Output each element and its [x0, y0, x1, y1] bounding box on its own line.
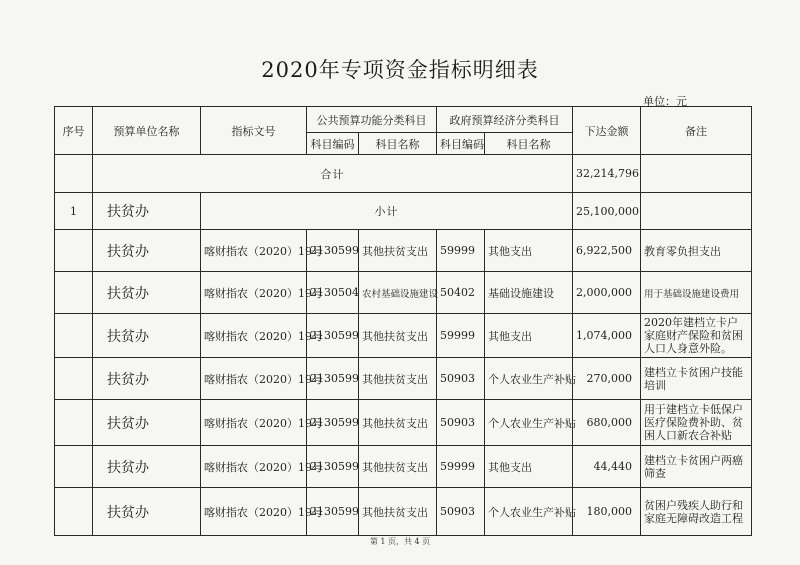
- subtotal-amount: 25,100,000: [573, 193, 641, 230]
- row-func-name: 农村基础设施建设: [359, 272, 437, 314]
- row-econ-code: 50903: [437, 488, 485, 536]
- row-econ-code: 50402: [437, 272, 485, 314]
- row-unit: 扶贫办: [93, 314, 201, 358]
- row-note: 贫困户残疾人助行和家庭无障碍改造工程: [641, 488, 752, 536]
- row-unit: 扶贫办: [93, 400, 201, 446]
- row-doc: 喀财指农（2020）19号: [201, 446, 307, 488]
- row-doc: 喀财指农（2020）19号: [201, 358, 307, 400]
- row-func-name: 其他扶贫支出: [359, 446, 437, 488]
- row-doc: 喀财指农（2020）19号: [201, 230, 307, 272]
- table-row: [55, 272, 752, 314]
- row-unit: 扶贫办: [93, 358, 201, 400]
- table-row: [55, 488, 752, 536]
- row-note: 用于基础设施建设费用: [641, 272, 752, 314]
- header-func-name: 科目名称: [359, 133, 437, 155]
- table-row: [55, 358, 752, 400]
- row-econ-code: 50903: [437, 358, 485, 400]
- table-row: [55, 446, 752, 488]
- document-title: 2020年专项资金指标明细表: [261, 58, 539, 82]
- row-func-code: 2130599: [307, 314, 359, 358]
- header-func-group: 公共预算功能分类科目: [307, 107, 437, 133]
- header-unit: 预算单位名称: [93, 107, 201, 155]
- row-econ-name: 个人农业生产补贴: [485, 488, 573, 536]
- row-unit: 扶贫办: [93, 230, 201, 272]
- row-amount: 1,074,000: [573, 314, 641, 358]
- row-amount: 270,000: [573, 358, 641, 400]
- row-amount: 180,000: [573, 488, 641, 536]
- row-note: 用于建档立卡低保户医疗保险费补助、贫困人口新农合补贴: [641, 400, 752, 446]
- row-func-code: 2130599: [307, 358, 359, 400]
- subtotal-seq: 1: [55, 193, 93, 230]
- row-amount: 6,922,500: [573, 230, 641, 272]
- header-seq: 序号: [55, 107, 93, 155]
- row-note: 建档立卡贫困户两癌筛查: [641, 446, 752, 488]
- row-doc: 喀财指农（2020）19号: [201, 314, 307, 358]
- row-amount: 2,000,000: [573, 272, 641, 314]
- row-func-code: 2130599: [307, 400, 359, 446]
- row-func-code: 2130599: [307, 488, 359, 536]
- row-econ-code: 59999: [437, 446, 485, 488]
- row-doc: 喀财指农（2020）19号: [201, 400, 307, 446]
- row-func-name: 其他扶贫支出: [359, 400, 437, 446]
- row-note: 2020年建档立卡户家庭财产保险和贫困人口人身意外险。: [641, 314, 752, 358]
- row-amount: 680,000: [573, 400, 641, 446]
- row-unit: 扶贫办: [93, 488, 201, 536]
- row-note: 建档立卡贫困户技能培训: [641, 358, 752, 400]
- unit-label: 单位：元: [643, 95, 687, 108]
- row-econ-code: 59999: [437, 230, 485, 272]
- header-note: 备注: [641, 107, 752, 155]
- row-func-code: 2130599: [307, 230, 359, 272]
- row-func-code: 2130599: [307, 446, 359, 488]
- table-row: [55, 230, 752, 272]
- subtotal-row: [55, 193, 752, 230]
- row-econ-code: 50903: [437, 400, 485, 446]
- row-doc: 喀财指农（2020）19号: [201, 272, 307, 314]
- row-unit: 扶贫办: [93, 446, 201, 488]
- subtotal-label: 小计: [201, 193, 573, 230]
- row-func-name: 其他扶贫支出: [359, 488, 437, 536]
- total-label: 合计: [93, 155, 573, 193]
- header-row-1: [55, 107, 752, 133]
- table-row: [55, 400, 752, 446]
- row-doc: 喀财指农（2020）19号: [201, 488, 307, 536]
- row-econ-code: 59999: [437, 314, 485, 358]
- fund-detail-table: [54, 106, 752, 536]
- row-econ-name: 其他支出: [485, 314, 573, 358]
- header-func-code: 科目编码: [307, 133, 359, 155]
- row-func-name: 其他扶贫支出: [359, 230, 437, 272]
- row-func-code: 2130504: [307, 272, 359, 314]
- total-amount: 32,214,796: [573, 155, 641, 193]
- row-econ-name: 其他支出: [485, 230, 573, 272]
- header-econ-code: 科目编码: [437, 133, 485, 155]
- row-func-name: 其他扶贫支出: [359, 358, 437, 400]
- row-econ-name: 个人农业生产补贴: [485, 400, 573, 446]
- page-footer: 第 1 页，共 4 页: [369, 537, 431, 546]
- row-func-name: 其他扶贫支出: [359, 314, 437, 358]
- row-unit: 扶贫办: [93, 272, 201, 314]
- row-note: 教育零负担支出: [641, 230, 752, 272]
- table-row: [55, 314, 752, 358]
- header-amount: 下达金额: [573, 107, 641, 155]
- header-econ-name: 科目名称: [485, 133, 573, 155]
- header-doc: 指标文号: [201, 107, 307, 155]
- subtotal-unit: 扶贫办: [93, 193, 201, 230]
- row-econ-name: 个人农业生产补贴: [485, 358, 573, 400]
- total-row: [55, 155, 752, 193]
- row-econ-name: 其他支出: [485, 446, 573, 488]
- header-econ-group: 政府预算经济分类科目: [437, 107, 573, 133]
- row-econ-name: 基础设施建设: [485, 272, 573, 314]
- row-amount: 44,440: [573, 446, 641, 488]
